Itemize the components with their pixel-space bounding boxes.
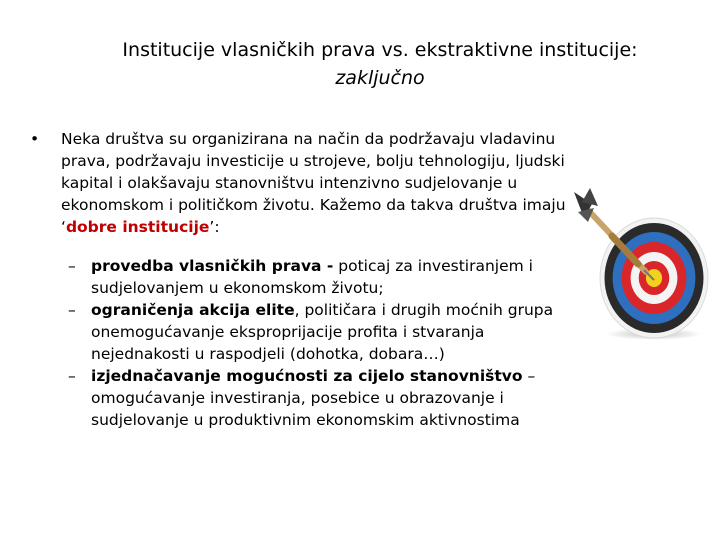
sub-bullet-rest: – omogućavanje investiranja, posebice u obrazovanje i sudjelovanje u produktivnim ekonomskim aktivnostima (91, 367, 536, 429)
dash-marker: – (68, 301, 76, 319)
main-text-before: Neka društva su organizirana na način da podržavaju vladavinu prava, podržavaju investicije u strojeve, bolju tehnologiju, ljudski kapital i olakšavaju stanovništvu intenzivno sudjelovanje u ekonomskom i političkom životu. Kažemo da takva društva imaju ‘ (61, 130, 566, 236)
title-line-1: Institucije vlasničkih prava vs. ekstraktivne institucije: (122, 39, 638, 61)
sub-bullet-bold: izjednačavanje mogućnosti za cijelo stanovništvo (91, 367, 523, 385)
sub-bullet-rest: , političara i drugih moćnih grupa onemogućavanje eksproprijacije profita i stvaranja nejednakosti u raspodjeli (dohotka, dobara…) (91, 301, 554, 363)
title-line-2: zaključno (335, 67, 425, 89)
slide-title (60, 36, 700, 92)
sub-bullet (68, 365, 563, 431)
dartboard-target-icon (568, 182, 718, 342)
main-text-after: ’: (209, 218, 220, 236)
highlight-term: dobre institucije (65, 218, 210, 236)
main-bullet-text (61, 128, 585, 238)
sub-bullet-list (68, 255, 563, 431)
sub-bullet-bold: ograničenja akcija elite (91, 301, 295, 319)
sub-bullet (68, 299, 563, 365)
dash-marker: – (68, 257, 76, 275)
main-bullet (30, 128, 585, 238)
bullet-marker: • (30, 130, 40, 148)
dash-marker: – (68, 367, 76, 385)
sub-bullet-bold: provedba vlasničkih prava - (91, 257, 334, 275)
sub-bullet-rest: poticaj za investiranjem i sudjelovanjem u ekonomskom životu; (91, 257, 533, 297)
sub-bullet (68, 255, 563, 299)
